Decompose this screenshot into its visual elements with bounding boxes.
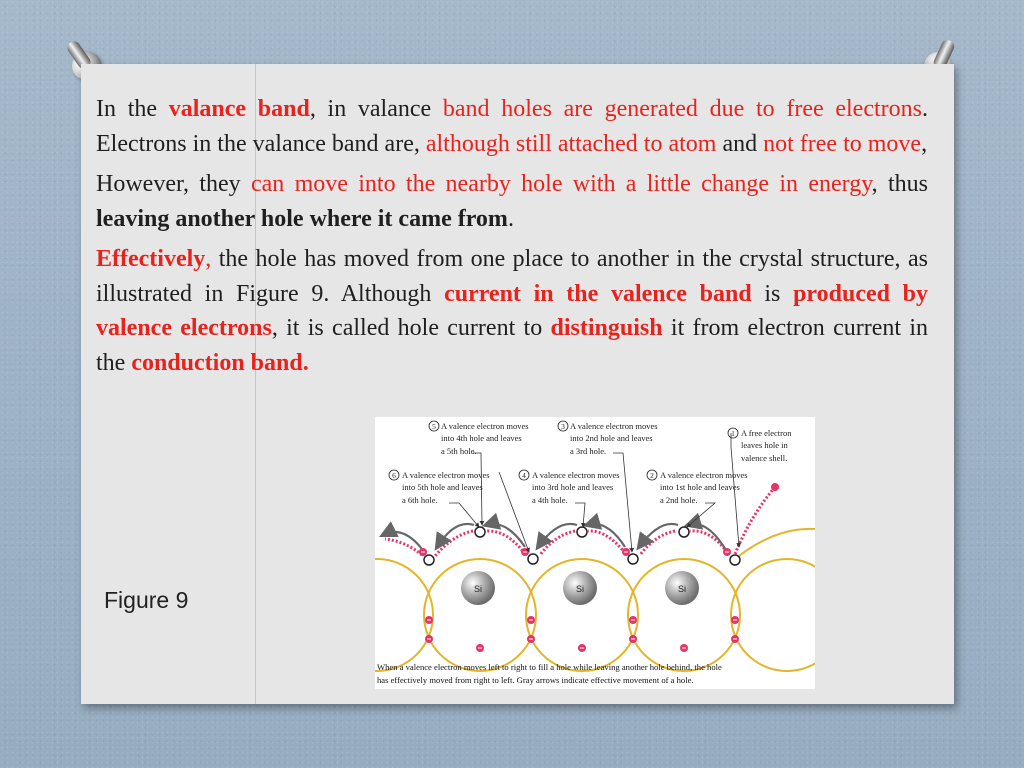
paragraph-2 [96, 167, 928, 236]
callout-2 [647, 470, 748, 505]
electron [527, 635, 535, 643]
electron [425, 635, 433, 643]
electron [527, 616, 535, 624]
text-run: . [507, 205, 514, 232]
electron-trails [385, 487, 775, 556]
hole [730, 555, 740, 565]
callout-6 [389, 470, 490, 505]
svg-text:3: 3 [561, 422, 565, 431]
figure-caption [377, 662, 722, 685]
text-run: band holes are generated due to free electrons [442, 96, 922, 122]
svg-text:A valence electron moves: A valence electron moves [532, 470, 620, 480]
svg-text:6: 6 [392, 471, 396, 480]
svg-text:into 1st hole and leaves: into 1st hole and leaves [660, 482, 740, 492]
hole [577, 527, 587, 537]
hole [475, 527, 485, 537]
callout-5 [429, 421, 529, 456]
svg-text:A valence electron moves: A valence electron moves [441, 421, 529, 431]
electron [731, 616, 739, 624]
text-run: the hole has moved from one place to another in the crystal structure, as illustrated in Figure 9. Although [96, 246, 928, 307]
svg-text:A valence electron moves: A valence electron moves [402, 470, 490, 480]
text-run: , [205, 246, 212, 272]
text-run: , [921, 130, 928, 157]
figure-label: Figure 9 [104, 587, 189, 613]
figure-9-diagram [375, 417, 815, 689]
svg-text:a 2nd hole.: a 2nd hole. [660, 495, 698, 505]
hole [679, 527, 689, 537]
paragraph-3 [96, 242, 928, 380]
svg-text:4: 4 [522, 471, 526, 480]
text-run: produced by valence electrons [96, 280, 929, 341]
text-run: , in valance [309, 96, 443, 122]
hole-movement-arrows [383, 524, 727, 552]
svg-text:A free electron: A free electron [741, 428, 792, 438]
svg-text:leaves hole in: leaves hole in [741, 440, 788, 450]
text-run: , thus [871, 171, 929, 197]
text-run: although still attached to atom [425, 130, 717, 157]
svg-text:into 3rd hole and leaves: into 3rd hole and leaves [532, 482, 614, 492]
paragraph-1 [96, 92, 928, 161]
text-run: In the [96, 96, 169, 122]
electron [629, 635, 637, 643]
svg-text:1: 1 [731, 429, 735, 438]
hole [628, 554, 638, 564]
text-run: current in the valence band [444, 280, 752, 307]
covalent-bonds [375, 529, 815, 671]
si-label: Si [677, 584, 687, 594]
electron [680, 644, 688, 652]
svg-text:When a valence electron moves: When a valence electron moves left to right to fill a hole while leaving another hole behind, the hole [377, 662, 722, 672]
electron-dots-trail [771, 483, 779, 491]
electron [723, 548, 731, 556]
svg-text:into 2nd hole and leaves: into 2nd hole and leaves [570, 433, 653, 443]
svg-text:valence shell.: valence shell. [741, 453, 788, 463]
text-run: conduction band. [131, 349, 309, 376]
svg-text:a 5th hole.: a 5th hole. [441, 446, 477, 456]
text-run: , it is called hole current to [271, 315, 551, 341]
svg-text:has effectively moved from rig: has effectively moved from right to left. Gray arrows indicate effective movement of a hole. [377, 675, 694, 685]
text-run: leaving another hole where it came from [96, 205, 508, 232]
text-run: and [716, 130, 764, 157]
text-run: it from electron current in the [96, 315, 929, 376]
svg-text:2: 2 [650, 471, 654, 480]
electron [419, 548, 427, 556]
text-run: Effectively [96, 246, 206, 272]
electron [476, 644, 484, 652]
callout-3 [558, 421, 658, 456]
callout-1 [728, 428, 792, 463]
slide-body-text [96, 92, 928, 386]
svg-text:into 4th hole and leaves: into 4th hole and leaves [441, 433, 522, 443]
callout-4 [519, 470, 620, 505]
silicon-atoms [461, 571, 699, 605]
text-run: is [751, 280, 794, 307]
hole-movement-diagram [375, 417, 815, 689]
electron [731, 635, 739, 643]
text-run: . Electrons in the valance band are, [96, 96, 928, 157]
callouts [389, 421, 792, 505]
svg-text:into 5th hole and leaves: into 5th hole and leaves [402, 482, 483, 492]
hole [528, 554, 538, 564]
text-run: not free to move [763, 130, 922, 157]
svg-text:a 4th hole.: a 4th hole. [532, 495, 568, 505]
text-run: can move into the nearby hole with a little change in energy [250, 171, 872, 197]
svg-text:5: 5 [432, 422, 436, 431]
si-label: Si [473, 584, 483, 594]
svg-text:A valence electron moves: A valence electron moves [570, 421, 658, 431]
electron [425, 616, 433, 624]
electron [578, 644, 586, 652]
electron [622, 548, 630, 556]
text-run: distinguish [550, 315, 663, 341]
svg-text:A valence electron moves: A valence electron moves [660, 470, 748, 480]
svg-text:a 6th hole.: a 6th hole. [402, 495, 438, 505]
si-label: Si [575, 584, 585, 594]
text-run: However, they [96, 171, 251, 197]
svg-text:a 3rd hole.: a 3rd hole. [570, 446, 607, 456]
text-run: valance band [168, 96, 310, 122]
electron [629, 616, 637, 624]
hole [424, 555, 434, 565]
